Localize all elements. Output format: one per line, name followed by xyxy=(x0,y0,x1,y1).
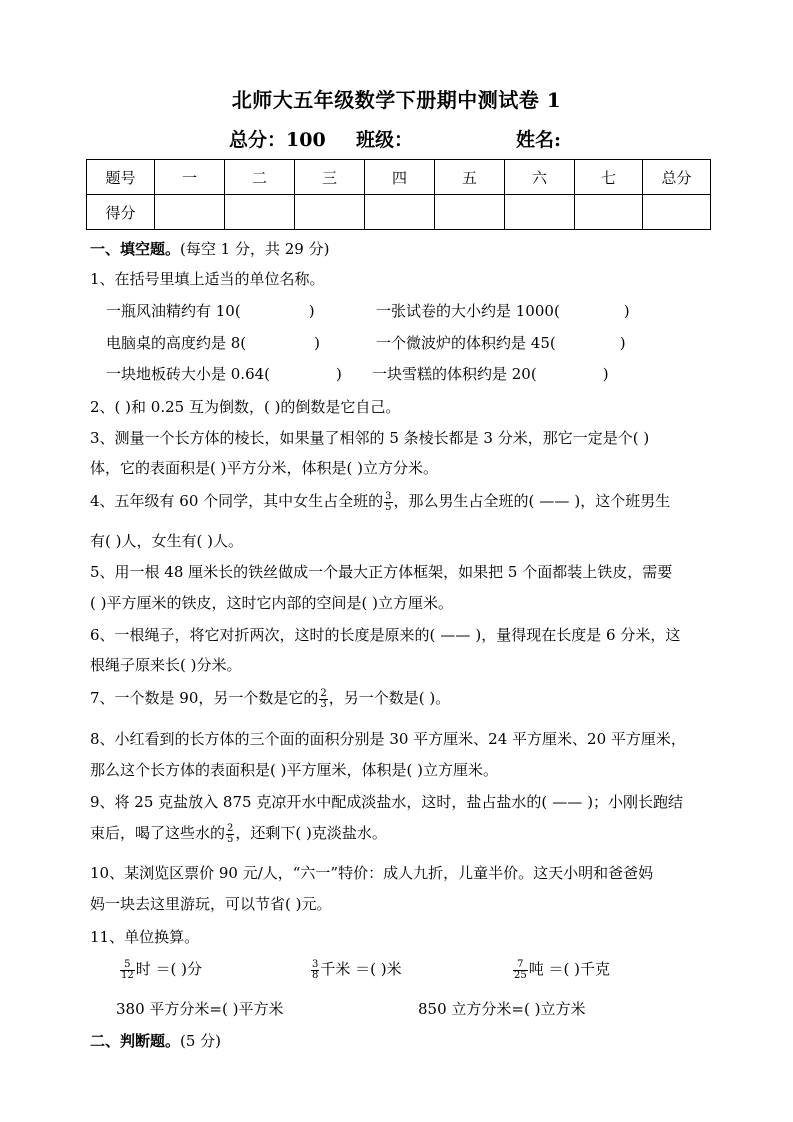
q11-stem: 11、单位换算。 xyxy=(90,928,200,946)
q8-line1: 8、小红看到的长方体的三个面的面积分别是 30 平方厘米、24 平方厘米、20 平方厘米， xyxy=(90,730,686,748)
score-table xyxy=(86,159,711,230)
section1-heading xyxy=(90,238,329,259)
score-input-cell[interactable] xyxy=(435,195,505,230)
q2: 2、( )和 0.25 互为倒数，( )的倒数是它自己。 xyxy=(90,398,401,416)
q1-item-c: 电脑桌的高度约是 8( ) xyxy=(106,334,321,352)
table-cell: 二 xyxy=(225,160,295,195)
fraction: $\frac{5}{12}$ xyxy=(121,958,134,981)
q11-conversion-5: 850 立方分米=( )立方米 xyxy=(418,1000,586,1018)
q5-line2: ( )平方厘米的铁皮，这时它内部的空间是( )立方厘米。 xyxy=(90,594,453,612)
q10-line2: 妈一块去这里游玩，可以节省( )元。 xyxy=(90,895,332,913)
q9-line2: 束后，喝了这些水的 $\frac{2}{5}$ ，还剩下( )克淡盐水。 xyxy=(90,822,387,845)
section2-title: 二、判断题。 xyxy=(90,1032,181,1050)
q11-conversion-2: $\frac{3}{8}$ 千米 ＝( )米 xyxy=(312,958,402,981)
score-input-cell[interactable] xyxy=(225,195,295,230)
fraction: $\frac{2}{5}$ xyxy=(227,822,234,845)
section2-note: (5 分) xyxy=(180,1032,222,1050)
q8-line2: 那么这个长方体的表面积是( )平方厘米，体积是( )立方厘米。 xyxy=(90,761,498,779)
q6-line2: 根绳子原来长( )分米。 xyxy=(90,656,242,674)
table-cell: 六 xyxy=(505,160,575,195)
table-cell: 题号 xyxy=(87,160,155,195)
section1-title: 一、填空题。 xyxy=(90,240,181,258)
table-cell: 四 xyxy=(365,160,435,195)
table-cell: 总分 xyxy=(643,160,711,195)
table-header-row xyxy=(87,160,711,195)
q1-item-e: 一块地板砖大小是 0.64( ) xyxy=(106,365,342,383)
score-input-cell[interactable] xyxy=(505,195,575,230)
total-score-label: 总分：100 xyxy=(229,129,326,151)
table-score-row xyxy=(87,195,711,230)
q5-line1: 5、用一根 48 厘米长的铁丝做成一个最大正方体框架，如果把 5 个面都装上铁皮，需要 xyxy=(90,563,673,581)
score-input-cell[interactable] xyxy=(155,195,225,230)
fraction: $\frac{2}{3}$ xyxy=(320,687,327,710)
table-cell: 五 xyxy=(435,160,505,195)
q3-line2: 体，它的表面积是( )平方分米，体积是( )立方分米。 xyxy=(90,459,438,477)
q3-line1: 3、测量一个长方体的棱长，如果量了相邻的 5 条棱长都是 3 分米，那它一定是个( ) xyxy=(90,429,650,447)
q4-line2: 有( )人，女生有( )人。 xyxy=(90,532,243,550)
exam-title: 北师大五年级数学下册期中测试卷 1 xyxy=(231,88,562,112)
q1-item-f: 一块雪糕的体积约是 20( ) xyxy=(372,365,609,383)
fraction: $\frac{3}{5}$ xyxy=(385,490,392,513)
score-input-cell[interactable] xyxy=(295,195,365,230)
q11-conversion-3: $\frac{7}{25}$ 吨 ＝( )千克 xyxy=(514,958,610,981)
fraction: $\frac{3}{8}$ xyxy=(312,958,319,981)
section2-heading xyxy=(90,1030,221,1051)
q1-item-d: 一个微波炉的体积约是 45( ) xyxy=(376,334,626,352)
fraction: $\frac{7}{25}$ xyxy=(514,958,527,981)
q9-line1: 9、将 25 克盐放入 875 克凉开水中配成淡盐水，这时，盐占盐水的( —— )；小刚长跑结 xyxy=(90,793,684,811)
section1-note: (每空 1 分，共 29 分) xyxy=(180,240,330,258)
table-cell: 一 xyxy=(155,160,225,195)
q11-conversion-1: $\frac{5}{12}$ 时 ＝( )分 xyxy=(121,958,202,981)
q1-item-a: 一瓶风油精约有 10( ) xyxy=(106,302,315,320)
table-cell: 得分 xyxy=(87,195,155,230)
q4-line1: 4、五年级有 60 个同学，其中女生占全班的 $\frac{3}{5}$ ，那么男生占全班的( —— )，这个班男生 xyxy=(90,490,671,513)
exam-header xyxy=(0,125,793,151)
name-label: 姓名: xyxy=(516,129,562,151)
q6-line1: 6、一根绳子，将它对折两次，这时的长度是原来的( —— )，量得现在长度是 6 分米，这 xyxy=(90,626,681,644)
q10-line1: 10、某浏览区票价 90 元/人，“六一”特价：成人九折，儿童半价。这天小明和爸爸妈 xyxy=(90,864,654,882)
score-input-cell[interactable] xyxy=(575,195,643,230)
score-input-cell[interactable] xyxy=(365,195,435,230)
table-cell: 三 xyxy=(295,160,365,195)
q11-conversion-4: 380 平方分米=( )平方米 xyxy=(116,1000,284,1018)
class-label: 班级： xyxy=(356,129,414,151)
score-input-cell[interactable] xyxy=(643,195,711,230)
table-cell: 七 xyxy=(575,160,643,195)
q7: 7、一个数是 90，另一个数是它的 $\frac{2}{3}$ ，另一个数是( )。 xyxy=(90,687,451,710)
q1-stem: 1、在括号里填上适当的单位名称。 xyxy=(90,270,325,288)
q1-item-b: 一张试卷的大小约是 1000( ) xyxy=(376,302,630,320)
